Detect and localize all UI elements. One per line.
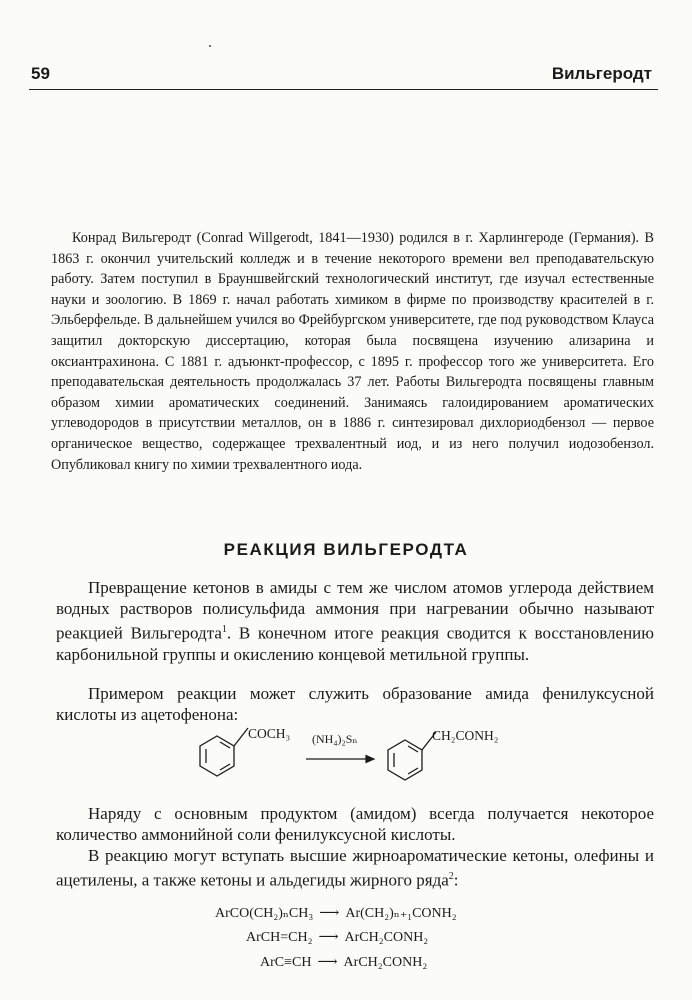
- paragraph-4-text: В реакцию могут вступать высшие жирноароматические кетоны, олефины и ацетилены, а также кетоны и альдегиды жирного ряда: [56, 846, 654, 890]
- section-title: РЕАКЦИЯ ВИЛЬГЕРОДТА: [223, 540, 469, 559]
- reagent-label: (NH₄)₂Sₙ: [312, 732, 358, 746]
- footnote-ref-1: 1: [221, 624, 227, 635]
- biography-text: Конрад Вильгеродт (Conrad Willgerodt, 1841—1930) родился в г. Харлингероде (Германия). В 1863 г. окончил учительский колледж и в течение некоторого времени вел преподавательскую работу. Затем поступил в Брауншвейгский технологический институт, где изучал естественные науки и зоологию. В 1869 г. начал работать химиком в фирме по производству красителей в г. Эльберфельде. В дальнейшем учился во Фрейбургском университете, где под руководством Клауса защитил докторскую диссертацию, которая была посвящена изучению ализарина и оксиантрахинона. С 1881 г. адъюнкт-профессор, с 1895 г. профессор того же университета. Его преподавательская деятельность продолжалась 37 лет. Работы Вильгеродта посвящены главным образом химии ароматических соединений. Занимаясь галоидированием ароматических углеводородов в присутствии металлов, он в 1886 г. синтезировал дихлориодбензол — первое органическое вещество, содержащее трехвалентный иод, и из него получил иодозобензол. Опубликовал книгу по химии трехвалентного иода.: [51, 230, 654, 473]
- reaction-scheme: [190, 722, 530, 792]
- footnote-ref-2: 2: [448, 871, 454, 882]
- paragraph-3-text: Наряду с основным продуктом (амидом) всегда получается некоторое количество аммонийной соли фенилуксусной кислоты.: [56, 804, 654, 844]
- paragraph-3: [56, 803, 654, 891]
- equation-left: ArCO(CH₂)ₙCH₃: [215, 906, 314, 921]
- paragraph-4: [56, 845, 654, 891]
- reaction-arrow: [306, 756, 374, 763]
- equation-right: Ar(CH₂)ₙ₊₁CONH₂: [345, 906, 457, 921]
- equation-right: ArCH₂CONH₂: [344, 929, 429, 945]
- paragraph-2: [56, 683, 654, 725]
- paragraph-4-tail: :: [453, 870, 459, 890]
- product-group: CH₂CONH₂: [432, 728, 499, 743]
- arrow-icon: ⟶: [317, 955, 338, 970]
- paragraph-2-text: Примером реакции может служить образование амида фенилуксусной кислоты из ацетофенона:: [56, 684, 654, 724]
- arrow-icon: ⟶: [319, 906, 340, 921]
- paragraph-1-text: Превращение кетонов в амиды с тем же числом атомов углерода действием водных растворов полисульфида аммония при нагревании обычно называют реакцией Вильгеродта: [56, 578, 654, 643]
- running-head: Вильгеродт: [551, 64, 652, 83]
- paragraph-1: [56, 577, 654, 665]
- page-number: 59: [31, 64, 50, 83]
- speck: [209, 45, 211, 47]
- equation-row: [260, 954, 427, 971]
- equation-right: ArCH₂CONH₂: [343, 954, 428, 970]
- header-rule: [29, 89, 658, 90]
- benzene-ring-reactant: [200, 728, 248, 776]
- arrow-icon: ⟶: [318, 930, 339, 945]
- equation-row: [215, 905, 457, 922]
- reactant-group: COCH₃: [248, 726, 291, 741]
- biography-block: [51, 228, 654, 475]
- equation-row: [246, 929, 428, 946]
- paragraph-1-tail: . В конечном итоге реакция сводится к восстановлению карбонильной группы и окислению концевой метильной группы.: [56, 623, 654, 664]
- equation-left: ArC≡CH: [260, 954, 312, 970]
- equation-left: ArCH=CH₂: [246, 929, 313, 945]
- benzene-ring-product: [388, 732, 436, 780]
